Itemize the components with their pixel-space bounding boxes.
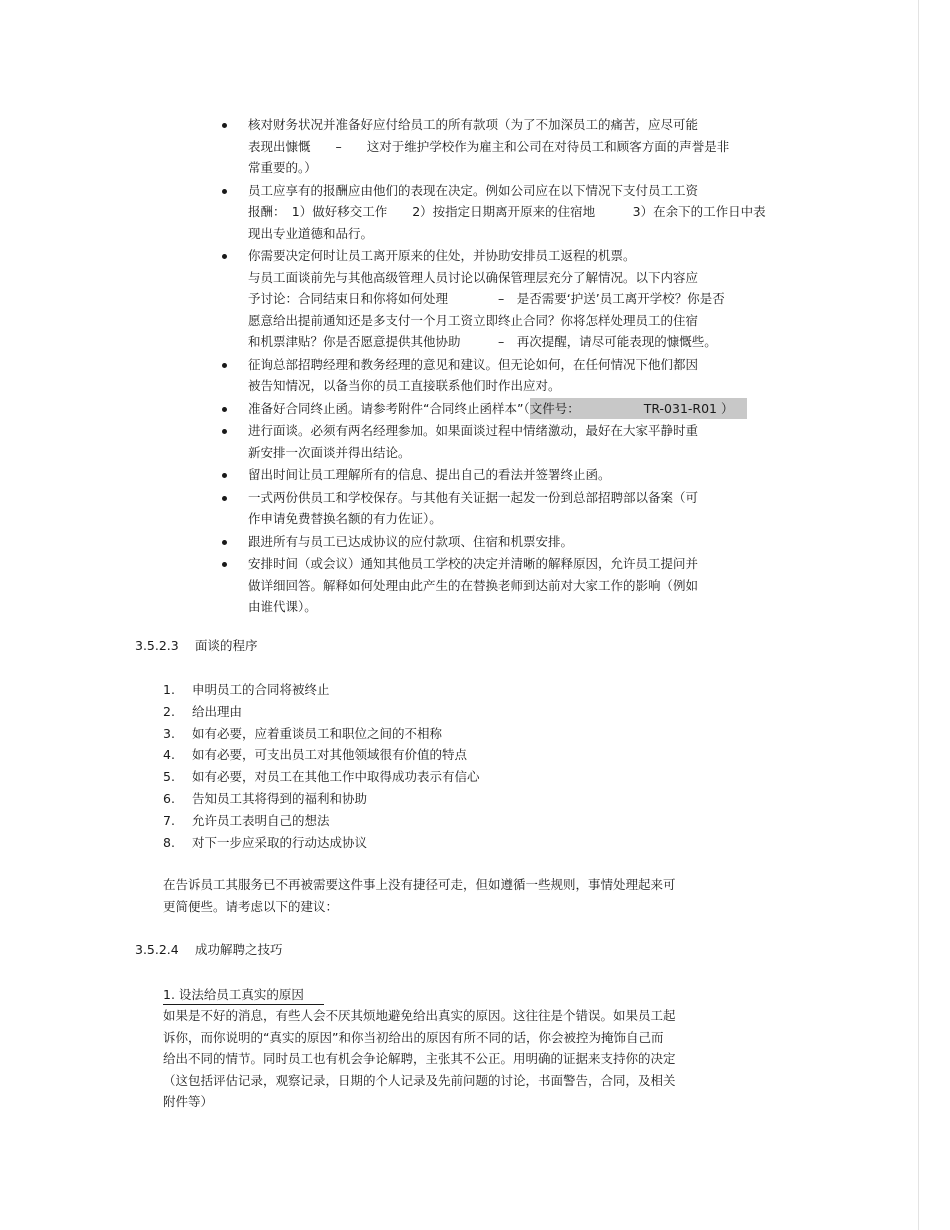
text-line: 安排时间（或会议）通知其他员工学校的决定并清晰的解释原因，允许员工提问并 [248,556,699,571]
step-number: 6. [163,790,175,806]
bullet-item [221,464,801,486]
list-item [163,723,480,745]
document-number-label: 文件号： [529,400,580,416]
step-number: 5. [163,769,175,785]
preparation-checklist [221,114,801,618]
bullet-item [221,114,801,179]
text-line: 给出不同的情节。同时员工也有机会争论解聘，主张其不公正。用明确的证据来支持你的决定 [163,1051,676,1066]
text-line: 附件等） [163,1094,214,1109]
section-heading-3-5-2-3 [135,636,258,654]
list-item [163,788,480,810]
text-line [248,398,801,420]
bullet-item [221,245,801,353]
list-item [163,810,480,832]
step-text: 对下一步应采取的行动达成协议 [192,834,368,850]
text-line: 作申请免费替换名额的有力佐证）。 [248,511,442,526]
step-text: 告知员工其将得到的福利和协助 [192,790,368,806]
bullet-item [221,420,801,463]
step-text: 给出理由 [192,703,243,719]
text-line: 跟进所有与员工已达成协议的应付款项、住宿和机票安排。 [248,533,574,549]
bullet-item [221,180,801,245]
tip-paragraph [163,1005,676,1113]
step-number: 3. [163,725,175,741]
text-line: 做详细回答。解释如何处理由此产生的在替换老师到达前对大家工作的影响（例如 [248,577,699,593]
list-item [163,679,480,701]
text-line: 如果是不好的消息，有些人会不厌其烦地避免给出真实的原因。这往往是个错误。如果员工起 [163,1008,676,1023]
list-item [163,766,480,788]
step-text: 申明员工的合同将被终止 [192,682,330,697]
text-line: 核对财务状况并准备好应付给员工的所有款项（为了不加深员工的痛苦，应尽可能 [248,117,699,132]
document-number-highlight [530,398,748,420]
interview-steps-list [163,679,480,853]
step-number: 8. [163,834,175,850]
bullet-item [221,398,801,420]
text-line: 你需要决定何时让员工离开原来的住处，并协助安排员工返程的机票。 [248,248,636,263]
text-line: 一式两份供员工和学校保存。与其他有关证据一起发一份到总部招聘部以备案（可 [248,489,699,505]
tip-heading [163,985,324,1005]
text-line: 更简便些。请考虑以下的建议： [163,898,339,914]
step-number: 2. [163,703,175,719]
bullet-item [221,487,801,530]
section-heading-3-5-2-4 [135,940,283,958]
bullet-item [221,531,801,553]
text-line: 由谁代课）。 [248,599,317,614]
step-text: 如有必要，对员工在其他工作中取得成功表示有信心 [192,769,480,785]
text-line: 新安排一次面谈并得出结论。 [248,444,411,460]
section-title: 成功解聘之技巧 [195,942,283,957]
step-text: 如有必要，可支出员工对其他领域很有价值的特点 [192,747,468,763]
document-number-code: TR-031-R01 ） [643,400,734,416]
text-line: 常重要的。） [248,160,317,175]
text-line: 诉你，而你说明的“真实的原因”和你当初给出的原因有所不同的话，你会被控为掩饰自己而 [163,1029,664,1045]
text-line: （这包括评估记录，观察记录，日期的个人记录及先前问题的讨论，书面警告，合同，及相关 [163,1072,676,1088]
step-number: 4. [163,747,175,763]
list-item [163,701,480,723]
list-item [163,744,480,766]
text-line: 留出时间让员工理解所有的信息、提出自己的看法并签署终止函。 [248,467,611,482]
step-number: 1. [163,682,175,697]
bullet-item [221,354,801,397]
step-text: 如有必要，应着重谈员工和职位之间的不相称 [192,725,443,741]
text-line: 和机票津贴？你是否愿意提供其他协助 – 再次提醒，请尽可能表现的慷慨些。 [248,334,717,349]
text-line: 愿意给出提前通知还是多支付一个月工资立即终止合同？你将怎样处理员工的住宿 [248,312,699,328]
bullet-item [221,553,801,618]
text-line: 与员工面谈前先与其他高级管理人员讨论以确保管理层充分了解情况。以下内容应 [248,269,699,285]
intro-paragraph [163,874,676,917]
text-line: 员工应享有的报酬应由他们的表现在决定。例如公司应在以下情况下支付员工工资 [248,182,699,198]
text-line: 被告知情况，以备当你的员工直接联系他们时作出应对。 [248,378,561,393]
section-number: 3.5.2.4 [135,942,179,957]
tip-heading-text: 1. 设法给员工真实的原因 [163,986,324,1005]
text-line: 予讨论：合同结束日和你将如何处理 – 是否需要‘护送’员工离开学校？你是否 [248,291,725,306]
step-text: 允许员工表明自己的想法 [192,812,330,828]
text-line: 进行面谈。必须有两名经理参加。如果面谈过程中情绪激动，最好在大家平静时重 [248,423,699,438]
text-lead: 准备好合同终止函。请参考附件“合同终止函样本”（ [248,400,530,416]
text-line: 现出专业道德和品行。 [248,225,374,241]
text-line: 报酬： 1）做好移交工作 2）按指定日期离开原来的住宿地 3）在余下的工作日中表 [248,204,766,219]
text-line: 表现出慷慨 – 这对于维护学校作为雇主和公司在对待员工和顾客方面的声誉是非 [248,138,730,154]
section-number: 3.5.2.3 [135,638,179,653]
text-line: 征询总部招聘经理和教务经理的意见和建议。但无论如何，在任何情况下他们都因 [248,356,699,372]
step-number: 7. [163,812,175,828]
page-edge-line [918,0,919,1230]
text-line: 在告诉员工其服务已不再被需要这件事上没有捷径可走，但如遵循一些规则，事情处理起来可 [163,877,676,892]
section-title: 面谈的程序 [195,638,258,653]
list-item [163,832,480,854]
